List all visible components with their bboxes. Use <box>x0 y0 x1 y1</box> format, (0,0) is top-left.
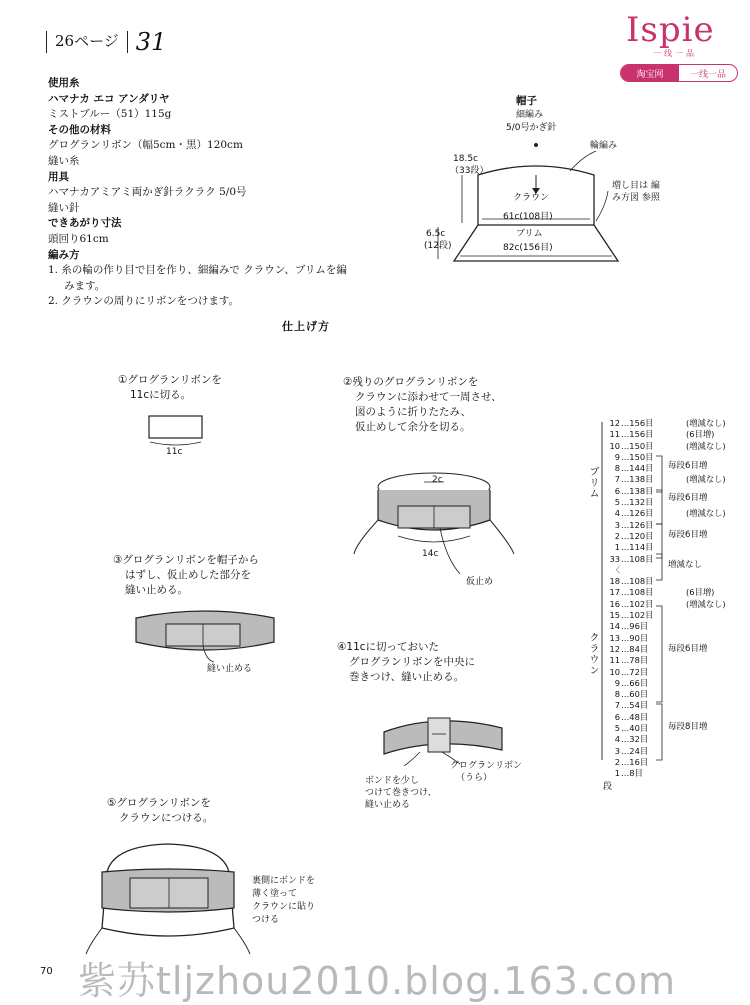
step4-illustration <box>380 706 510 766</box>
step5-note: クラウンに貼り <box>252 902 316 912</box>
row-number: 13 <box>609 632 620 643</box>
step4-note: （うら） <box>456 773 493 783</box>
page-reference: 26ページ <box>55 32 119 50</box>
size-heading: できあがり寸法 <box>48 217 122 230</box>
group-label: 毎段6目増 <box>668 530 708 540</box>
row-number: 5 <box>614 723 620 734</box>
increase-note: 増し目は 編み方図 参照 <box>612 181 660 203</box>
step2-text: 図のように折りたたみ、 <box>355 406 472 418</box>
group-label: 毎段8目増 <box>668 722 708 732</box>
step3-text: 縫い止める。 <box>125 584 188 596</box>
stitch-count: …156目 <box>621 429 654 440</box>
page-number: 70 <box>40 966 53 977</box>
row-number: 7 <box>614 474 620 485</box>
stitch-count: …54目 <box>621 700 649 711</box>
tools-item: ハマナカアミアミ両かぎ針ラクラク 5/0号 <box>48 186 247 199</box>
row-number: 15 <box>609 610 620 621</box>
stitch-count: …90目 <box>621 632 649 643</box>
step4-text: 巻きつけ、縫い止める。 <box>349 671 465 683</box>
row-number: 1 <box>614 768 620 779</box>
step5-illustration <box>84 836 254 956</box>
stitch-count: …78目 <box>621 655 649 666</box>
method-step: 2. クラウンの周りにリボンをつけます。 <box>48 295 240 308</box>
row-number: 17 <box>609 587 620 598</box>
step1-dimension: 11c <box>166 447 183 457</box>
other-item: 縫い糸 <box>48 154 80 167</box>
row-remark: (6目増) <box>686 587 715 598</box>
step3-illustration <box>130 602 280 666</box>
size-value: 頭回り61cm <box>48 232 109 245</box>
stitch-count: …156目 <box>621 418 654 428</box>
divider <box>46 31 47 53</box>
step5-note: 薄く塗って <box>252 889 298 899</box>
finishing-title: 仕上げ方 <box>282 320 330 333</box>
step2-dim-14c: 14c <box>422 549 439 559</box>
crown-height: 18.5c <box>453 154 478 164</box>
stitch-count: …72目 <box>621 666 649 677</box>
stitch-count: …108目 <box>621 587 654 598</box>
row-number: 2 <box>614 530 620 541</box>
stitch-count: …40目 <box>621 723 649 734</box>
watermark: 紫苏tljzhou2010.blog.163.com <box>78 959 677 1003</box>
stitch-count: …126目 <box>621 519 654 530</box>
step4-note: つけて巻きつけ、 <box>365 788 437 798</box>
method-heading: 編み方 <box>48 248 80 261</box>
step4-note: グログランリボン <box>450 761 523 771</box>
badge-right: 一线一品 <box>689 69 726 80</box>
magic-ring <box>534 143 538 147</box>
group-label: 毎段6目増 <box>668 644 708 654</box>
brand-subtitle: 一线一品 <box>653 49 697 58</box>
step5-note: つける <box>252 915 280 925</box>
tools-heading: 用具 <box>48 170 69 183</box>
stitch-count: …120目 <box>621 530 654 541</box>
stitch-count: …114目 <box>621 542 654 553</box>
tools-item: 縫い針 <box>48 201 80 214</box>
crown-rows: （33段） <box>450 166 489 176</box>
brim-height: 6.5c <box>426 229 446 239</box>
hat-hook: 5/0号かぎ針 <box>506 123 557 133</box>
leader-line <box>596 191 608 221</box>
row-number: 3 <box>614 519 620 530</box>
row-number: 12 <box>609 643 620 654</box>
brand-logo: Ispie <box>626 10 715 50</box>
step2-note: 仮止め <box>466 577 494 587</box>
row-number: 5 <box>614 497 620 508</box>
brim-circumference: 82c(156目) <box>503 243 553 253</box>
row-number: 3 <box>614 745 620 756</box>
row-number: 11 <box>609 429 620 440</box>
stitch-count: …108目 <box>621 553 654 564</box>
group-label: 増減なし <box>668 560 703 570</box>
chart-brim-label: ブリム <box>587 466 598 499</box>
step5-text: クラウンにつける。 <box>119 812 214 824</box>
step2-text: 仮止めして余分を切る。 <box>355 421 471 433</box>
step4-text: ④11cに切っておいた <box>337 641 440 653</box>
row-number: 4 <box>614 734 620 745</box>
stitch-count: …138目 <box>621 474 654 485</box>
stitch-count: …96目 <box>621 621 649 632</box>
row-suffix: 段 <box>603 782 613 792</box>
row-remark: (増減なし) <box>686 418 726 428</box>
other-item: グログランリボン（幅5cm・黒）120cm <box>48 139 243 152</box>
stitch-count: …144目 <box>621 463 654 474</box>
stitch-count: …102目 <box>621 610 654 621</box>
stitch-count: …84目 <box>621 643 649 654</box>
leader-line <box>570 151 596 171</box>
row-remark: (増減なし) <box>686 440 726 451</box>
crown-label: クラウン <box>513 193 550 203</box>
group-label: 毎段6目増 <box>668 461 708 471</box>
stitch-count: …32目 <box>621 734 649 745</box>
stitch-count: …48目 <box>621 711 649 722</box>
step3-text: ③グログランリボンを帽子から <box>113 554 259 566</box>
row-number: 9 <box>614 451 620 462</box>
row-number: 11 <box>609 655 620 666</box>
row-remark: (6目増) <box>686 429 715 440</box>
step4-text: グログランリボンを中央に <box>349 656 475 668</box>
row-number: 〈 <box>611 564 620 575</box>
chart-brackets <box>596 420 726 770</box>
page-header <box>38 28 166 56</box>
hat-stitch: 細編み <box>516 110 544 120</box>
step4-note: 縫い止める <box>365 800 411 810</box>
materials-block <box>48 76 348 310</box>
row-number: 12 <box>609 418 620 428</box>
pattern-number: 31 <box>135 28 167 56</box>
divider <box>127 31 128 53</box>
yarn-heading: 使用糸 <box>48 77 80 89</box>
ribbon-piece <box>148 410 204 450</box>
step3-note: 縫い止める <box>207 664 253 674</box>
hat-title: 帽子 <box>516 95 537 107</box>
row-number: 8 <box>614 463 620 474</box>
row-number: 7 <box>614 700 620 711</box>
brim-rows: (12段) <box>424 241 452 251</box>
row-number: 33 <box>609 553 620 564</box>
row-number: 6 <box>614 485 620 496</box>
step2-dim-2c: 2c <box>432 475 443 485</box>
step5-text: ⑤グログランリボンを <box>107 797 211 809</box>
row-number: 16 <box>609 598 620 609</box>
yarn-detail: ミストブルー（51）115g <box>48 108 172 121</box>
step3-text: はずし、仮止めした部分を <box>125 569 251 581</box>
step1-text: 11cに切る。 <box>130 389 192 401</box>
row-number: 14 <box>609 621 620 632</box>
row-number: 2 <box>614 756 620 767</box>
step2-text: クラウンに添わせて一周させ、 <box>355 391 502 403</box>
row-number: 18 <box>609 576 620 587</box>
row-number: 1 <box>614 542 620 553</box>
row-number: 9 <box>614 677 620 688</box>
stitch-count: …108目 <box>621 576 654 587</box>
stitch-count: …24目 <box>621 745 649 756</box>
step2-text: ②残りのグログランリボンを <box>343 376 479 388</box>
row-remark: (増減なし) <box>686 508 726 519</box>
stitch-count: …102目 <box>621 598 654 609</box>
shop-badge <box>620 64 738 82</box>
row-number: 10 <box>609 666 620 677</box>
chart-crown-label: クラウン <box>587 632 598 676</box>
stitch-count: …150目 <box>621 440 654 451</box>
row-number: 4 <box>614 508 620 519</box>
row-number: 8 <box>614 689 620 700</box>
other-heading: その他の材料 <box>48 123 111 136</box>
method-step: 1. 糸の輪の作り目で目を作り、細編みで クラウン、ブリムを編みます。 <box>48 264 347 292</box>
yarn-brand: ハマナカ エコ アンダリヤ <box>48 92 170 105</box>
stitch-count: …138目 <box>621 485 654 496</box>
stitch-count: …66目 <box>621 677 649 688</box>
group-label: 毎段6目増 <box>668 493 708 503</box>
crown-circumference: 61c(108目) <box>503 212 553 222</box>
step1-text: ①グログランリボンを <box>118 374 222 386</box>
row-number: 10 <box>609 440 620 451</box>
badge-left: 淘宝网 <box>621 65 679 81</box>
row-remark: (増減なし) <box>686 598 726 609</box>
stitch-count: …132目 <box>621 497 654 508</box>
row-remark: (増減なし) <box>686 474 726 485</box>
brim-label: ブリム <box>516 229 543 239</box>
stitch-count: …126目 <box>621 508 654 519</box>
stitch-count: …16目 <box>621 756 649 767</box>
step4-note: ボンドを少し <box>365 776 420 786</box>
stitch-count: …8目 <box>621 768 643 779</box>
stitch-count: …150目 <box>621 451 654 462</box>
stitch-count: …60目 <box>621 689 649 700</box>
row-number: 6 <box>614 711 620 722</box>
ring-label: 輪編み <box>590 141 618 151</box>
step5-note: 裏側にボンドを <box>252 876 316 886</box>
